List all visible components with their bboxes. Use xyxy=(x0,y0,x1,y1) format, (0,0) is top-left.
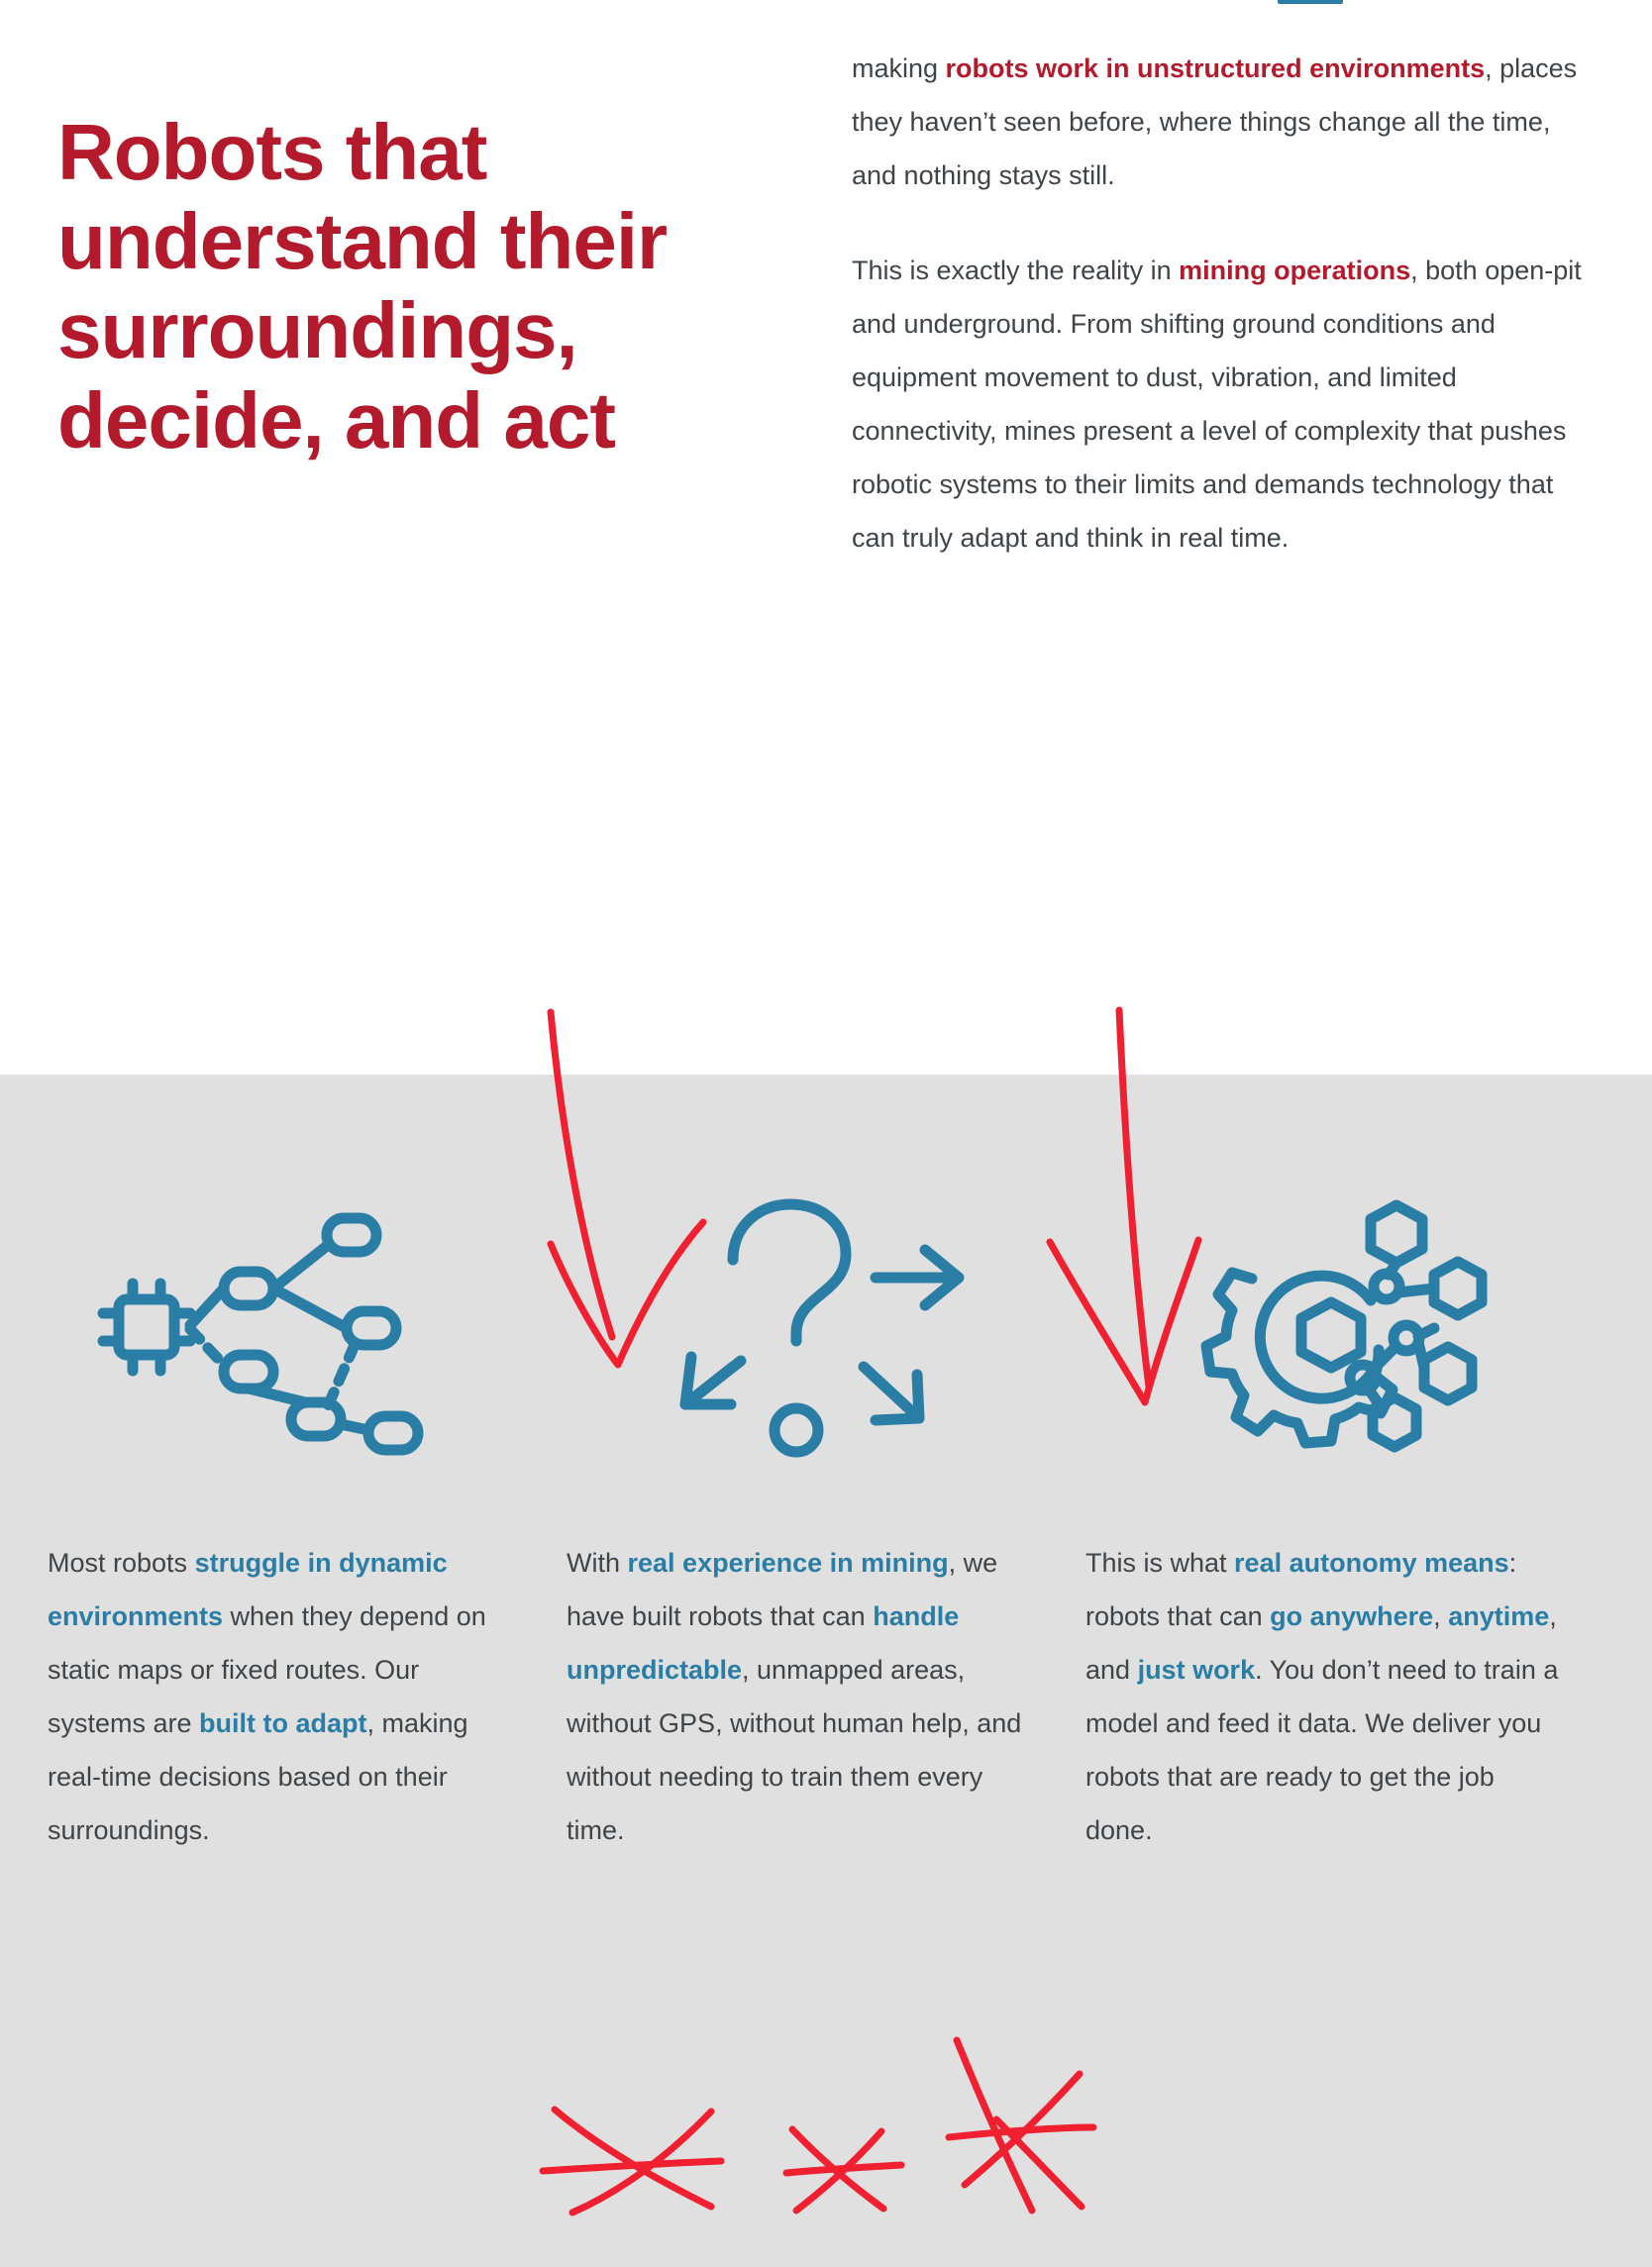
card-3-run-0: This is what xyxy=(1085,1548,1235,1578)
card-2-run-4: , unmapped areas, without GPS, without human help, and without needing to train them every time. xyxy=(567,1655,1022,1845)
intro-p2-lead: This is exactly the reality in xyxy=(852,256,1180,285)
card-2-run-2: , we have built robots that can xyxy=(567,1548,998,1631)
intro-p2-bold: mining operations xyxy=(1179,256,1411,285)
intro-paragraph-1 xyxy=(852,42,1585,202)
card-3-run-6: , and xyxy=(1085,1601,1557,1685)
card-3-run-5: anytime xyxy=(1448,1601,1550,1631)
feature-card-1 xyxy=(48,1075,523,1857)
intro-p1-rest: , places they haven’t seen before, where things change all the time, and nothing stays still. xyxy=(852,53,1578,190)
question-arrows-icon xyxy=(567,1164,1042,1500)
card-1-run-3: built to adapt xyxy=(199,1708,367,1738)
intro-column xyxy=(852,42,1585,606)
card-1-run-1: struggle in dynamic environments xyxy=(48,1548,448,1631)
chip-network-icon xyxy=(48,1164,523,1500)
card-2-run-0: With xyxy=(567,1548,628,1578)
feature-cards-section xyxy=(0,1075,1652,2267)
intro-p1-lead: making xyxy=(852,53,946,83)
feature-card-3-text xyxy=(1085,1536,1561,1857)
card-1-run-2: when they depend on static maps or fixed routes. Our systems are xyxy=(48,1601,486,1738)
gear-hexagon-network-icon xyxy=(1085,1164,1561,1500)
card-1-run-0: Most robots xyxy=(48,1548,195,1578)
feature-card-2-text xyxy=(567,1536,1042,1857)
card-1-run-4: , making real-time decisions based on their surroundings. xyxy=(48,1708,468,1845)
page-title: Robots that understand their surroundings, decide, and act xyxy=(57,107,668,464)
card-2-run-1: real experience in mining xyxy=(627,1548,949,1578)
feature-card-1-text xyxy=(48,1536,523,1857)
card-3-run-8: . You don’t need to train a model and feed it data. We deliver you robots that are ready to get the job done. xyxy=(1085,1655,1559,1845)
cards-row xyxy=(0,1075,1652,1857)
card-3-run-1: real autonomy means xyxy=(1234,1548,1509,1578)
intro-paragraph-2 xyxy=(852,244,1585,565)
card-3-run-3: go anywhere xyxy=(1270,1601,1434,1631)
card-3-run-4: , xyxy=(1433,1601,1449,1631)
feature-card-3 xyxy=(1085,1075,1561,1857)
card-3-run-2: : robots that can xyxy=(1085,1548,1517,1631)
blue-tick-mark xyxy=(1278,0,1343,4)
feature-card-2 xyxy=(567,1075,1042,1857)
card-3-run-7: just work xyxy=(1137,1655,1256,1685)
intro-p1-bold: robots work in unstructured environments xyxy=(945,53,1486,83)
intro-p2-rest: , both open-pit and underground. From shifting ground conditions and equipment movement to dust, vibration, and limited connectivity, mines present a level of complexity that pushes robotic systems to their limits and demands technology that can truly adapt and think in real time. xyxy=(852,256,1582,553)
top-section xyxy=(0,0,1652,1075)
card-2-run-3: handle unpredictable xyxy=(567,1601,960,1685)
